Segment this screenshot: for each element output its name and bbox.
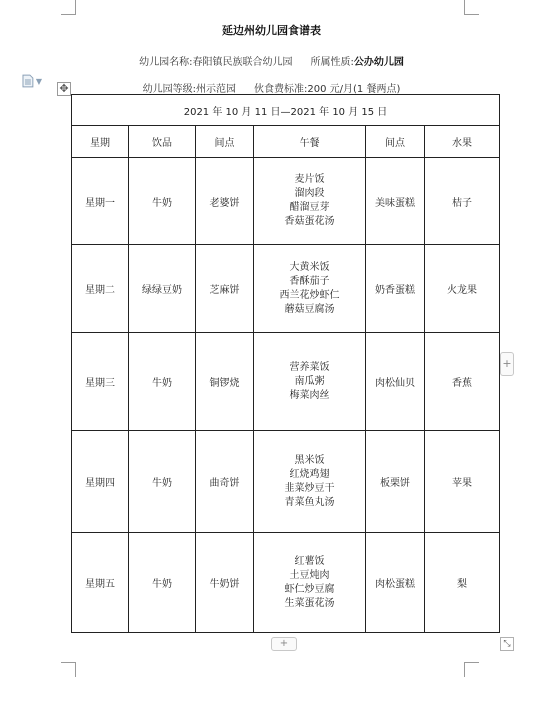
lunch-cell[interactable]	[254, 333, 366, 431]
level-label: 幼儿园等级:	[142, 84, 196, 95]
fruit-cell[interactable]: 梨	[425, 533, 500, 633]
header-snack-2[interactable]: 间点	[366, 126, 425, 158]
add-column-plus-icon[interactable]: +	[500, 352, 514, 376]
crop-mark-top-left	[61, 0, 76, 15]
lunch-item: 大黄米饭	[289, 261, 330, 273]
info-line-level-fee	[0, 80, 543, 95]
lunch-item: 南瓜粥	[294, 375, 325, 387]
lunch-item: 营养菜饭	[289, 361, 330, 373]
header-snack-1[interactable]: 间点	[196, 126, 254, 158]
lunch-item: 青菜鱼丸汤	[284, 496, 335, 508]
lunch-item: 红薯饭	[294, 555, 325, 567]
lunch-item: 红烧鸡翅	[289, 468, 330, 480]
header-drink[interactable]: 饮品	[129, 126, 196, 158]
table-move-handle-icon[interactable]: ✥	[57, 82, 71, 96]
lunch-cell[interactable]	[254, 431, 366, 533]
day-cell[interactable]: 星期四	[72, 431, 129, 533]
snack2-cell[interactable]: 肉松仙贝	[366, 333, 425, 431]
info-line-name-nature	[0, 53, 543, 68]
day-cell[interactable]: 星期五	[72, 533, 129, 633]
meal-standard-value: 200 元/月(1 餐两点)	[307, 84, 401, 95]
lunch-item: 生菜蛋花汤	[284, 597, 335, 609]
lunch-item: 西兰花炒虾仁	[279, 289, 340, 301]
table-row	[72, 533, 500, 633]
nature-label: 所属性质:	[310, 57, 354, 68]
table-row	[72, 431, 500, 533]
kindergarten-name-label: 幼儿园名称:	[139, 57, 193, 68]
fruit-cell[interactable]: 苹果	[425, 431, 500, 533]
lunch-cell[interactable]	[254, 533, 366, 633]
drink-cell[interactable]: 牛奶	[129, 333, 196, 431]
snack1-cell[interactable]: 老婆饼	[196, 158, 254, 245]
day-cell[interactable]: 星期三	[72, 333, 129, 431]
snack2-cell[interactable]: 板栗饼	[366, 431, 425, 533]
level-value: 州示范园	[196, 84, 236, 95]
snack2-cell[interactable]: 奶香蛋糕	[366, 245, 425, 333]
drink-cell[interactable]: 绿绿豆奶	[129, 245, 196, 333]
chevron-down-icon: ▼	[35, 76, 42, 86]
lunch-item: 醋溜豆芽	[289, 202, 330, 213]
lunch-item: 土豆炖肉	[289, 569, 330, 581]
table-row	[72, 158, 500, 245]
date-range-row	[72, 95, 500, 126]
crop-mark-top-right	[464, 0, 479, 15]
add-row-plus-icon[interactable]: +	[271, 637, 297, 651]
lunch-item: 香酥茄子	[289, 275, 330, 287]
page-title: 延边州幼儿园食谱表	[222, 24, 321, 37]
fruit-cell[interactable]: 火龙果	[425, 245, 500, 333]
lunch-item: 韭菜炒豆干	[284, 482, 335, 494]
kindergarten-name-value: 春阳镇民族联合幼儿园	[192, 57, 293, 68]
snack1-cell[interactable]: 铜锣烧	[196, 333, 254, 431]
nature-value: 公办幼儿园	[353, 57, 404, 68]
date-range-cell[interactable]: 2021 年 10 月 11 日—2021 年 10 月 15 日	[72, 95, 500, 126]
day-cell[interactable]: 星期一	[72, 158, 129, 245]
drink-cell[interactable]: 牛奶	[129, 158, 196, 245]
snack1-cell[interactable]: 曲奇饼	[196, 431, 254, 533]
fruit-cell[interactable]: 香蕉	[425, 333, 500, 431]
snack2-cell[interactable]: 肉松蛋糕	[366, 533, 425, 633]
lunch-item: 梅菜肉丝	[289, 389, 330, 401]
drink-cell[interactable]: 牛奶	[129, 533, 196, 633]
snack2-cell[interactable]: 美味蛋糕	[366, 158, 425, 245]
lunch-item: 虾仁炒豆腐	[284, 583, 335, 595]
drink-cell[interactable]: 牛奶	[129, 431, 196, 533]
table-row	[72, 333, 500, 431]
crop-mark-bottom-right	[464, 662, 479, 677]
lunch-cell[interactable]	[254, 245, 366, 333]
crop-mark-bottom-left	[61, 662, 76, 677]
lunch-item: 麦片饭	[294, 174, 325, 185]
header-fruit[interactable]: 水果	[425, 126, 500, 158]
snack1-cell[interactable]: 牛奶饼	[196, 533, 254, 633]
table-resize-icon[interactable]: ⤡	[500, 637, 514, 651]
table-row	[72, 245, 500, 333]
lunch-item: 溜肉段	[294, 188, 325, 199]
header-lunch[interactable]: 午餐	[254, 126, 366, 158]
day-cell[interactable]: 星期二	[72, 245, 129, 333]
fruit-cell[interactable]: 桔子	[425, 158, 500, 245]
meal-standard-label: 伙食费标准:	[254, 84, 308, 95]
lunch-item: 蘑菇豆腐汤	[284, 303, 335, 315]
header-row	[72, 126, 500, 158]
menu-table	[71, 94, 500, 633]
lunch-item: 黑米饭	[294, 454, 325, 466]
snack1-cell[interactable]: 芝麻饼	[196, 245, 254, 333]
header-day[interactable]: 星期	[72, 126, 129, 158]
lunch-item: 香菇蛋花汤	[284, 216, 335, 227]
lunch-cell[interactable]	[254, 158, 366, 245]
